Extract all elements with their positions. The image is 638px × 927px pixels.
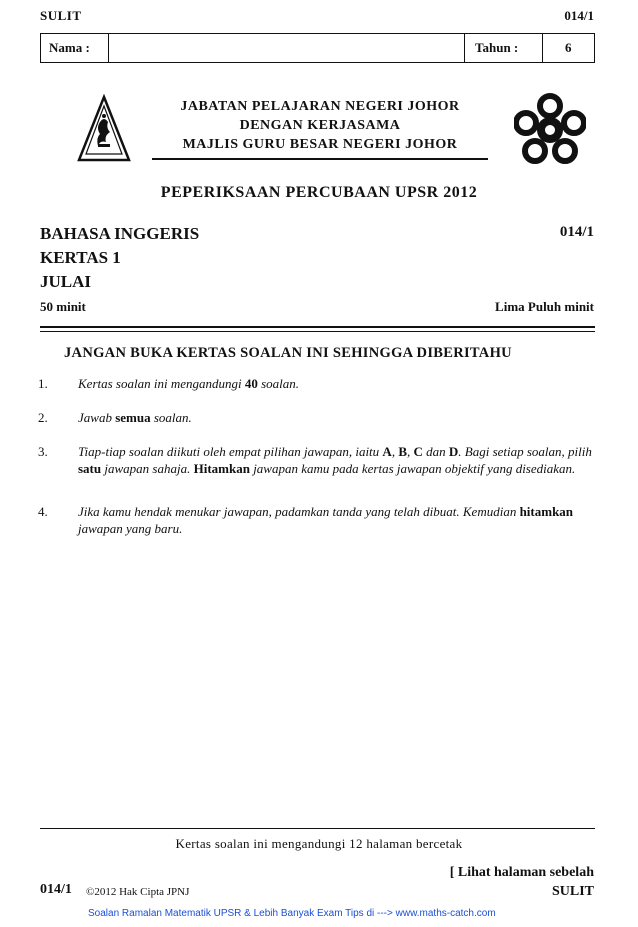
instruction-3	[38, 443, 593, 477]
instruction-4	[38, 503, 593, 537]
paper-number: KERTAS 1	[40, 248, 121, 267]
emphasis-text: Hitamkan	[193, 461, 250, 476]
instruction-text: jawapan kamu pada kertas jawapan objektif yang disediakan.	[249, 461, 576, 476]
instruction-number: 3.	[38, 444, 48, 459]
instruction-text: Kertas soalan ini mengandungi	[78, 376, 245, 391]
page-count-note: Kertas soalan ini mengandungi 12 halaman bercetak	[175, 836, 463, 851]
duration-minutes: 50 minit	[40, 299, 86, 314]
footer-rule	[40, 828, 595, 829]
instruction-number: 1.	[38, 376, 48, 391]
classification-label: SULIT	[40, 8, 82, 23]
promo-link[interactable]: Soalan Ramalan Matematik UPSR & Lebih Banyak Exam Tips di ---> www.maths-catch.com	[88, 908, 496, 919]
instruction-text: dan	[422, 444, 449, 459]
paper-code: 014/1	[564, 8, 594, 23]
org-underline	[152, 158, 488, 160]
subject-name: BAHASA INGGERIS	[40, 224, 200, 243]
next-page-note: [ Lihat halaman sebelah	[449, 865, 594, 880]
name-field[interactable]	[109, 34, 465, 62]
mgb-emblem-icon	[514, 92, 586, 166]
instruction-text: jawapan sahaja.	[101, 461, 194, 476]
exam-title: PEPERIKSAAN PERCUBAAN UPSR 2012	[160, 184, 478, 201]
instruction-text: soalan.	[150, 410, 192, 425]
year-value: 6	[565, 40, 572, 55]
name-year-box	[40, 33, 595, 63]
duration-words: Lima Puluh minit	[495, 299, 594, 314]
instruction-number: 4.	[38, 504, 48, 519]
emphasis-text: satu	[78, 461, 102, 476]
instruction-text: Jawab	[78, 410, 116, 425]
instruction-text: Tiap-tiap soalan diikuti oleh empat pilihan jawapan, iaitu	[78, 444, 383, 459]
instruction-text: ,	[391, 444, 399, 459]
divider-thick	[40, 326, 595, 328]
warning-text: JANGAN BUKA KERTAS SOALAN INI SEHINGGA DIBERITAHU	[64, 345, 512, 361]
option-b: B	[398, 444, 407, 459]
option-a: A	[382, 444, 392, 459]
johor-crest-icon	[76, 94, 132, 164]
org-line-3: MAJLIS GURU BESAR NEGERI JOHOR	[182, 137, 458, 152]
instruction-number: 2.	[38, 410, 48, 425]
name-label: Nama :	[41, 34, 109, 62]
year-label: Tahun :	[465, 34, 543, 62]
option-c: C	[413, 444, 423, 459]
instruction-text: Jika kamu hendak menukar jawapan, padamkan tanda yang telah dibuat. Kemudian	[78, 504, 520, 519]
instruction-2	[38, 410, 593, 426]
instruction-text: . Bagi setiap soalan, pilih	[458, 444, 592, 459]
subject-code: 014/1	[559, 224, 594, 240]
instruction-text: jawapan yang baru.	[78, 521, 183, 536]
org-line-2: DENGAN KERJASAMA	[239, 118, 401, 133]
copyright-note: ©2012 Hak Cipta JPNJ	[86, 886, 190, 898]
footer-paper-code: 014/1	[40, 882, 72, 897]
instruction-text: soalan.	[257, 376, 300, 391]
emphasis-text: semua	[115, 410, 151, 425]
instruction-text: ,	[406, 444, 414, 459]
instruction-1	[38, 376, 593, 392]
divider-thin	[40, 331, 595, 332]
exam-month: JULAI	[40, 272, 92, 291]
question-count: 40	[244, 376, 258, 391]
org-line-1: JABATAN PELAJARAN NEGERI JOHOR	[180, 99, 460, 114]
footer-classification: SULIT	[551, 884, 594, 899]
option-d: D	[448, 444, 459, 459]
emphasis-text: hitamkan	[519, 504, 574, 519]
